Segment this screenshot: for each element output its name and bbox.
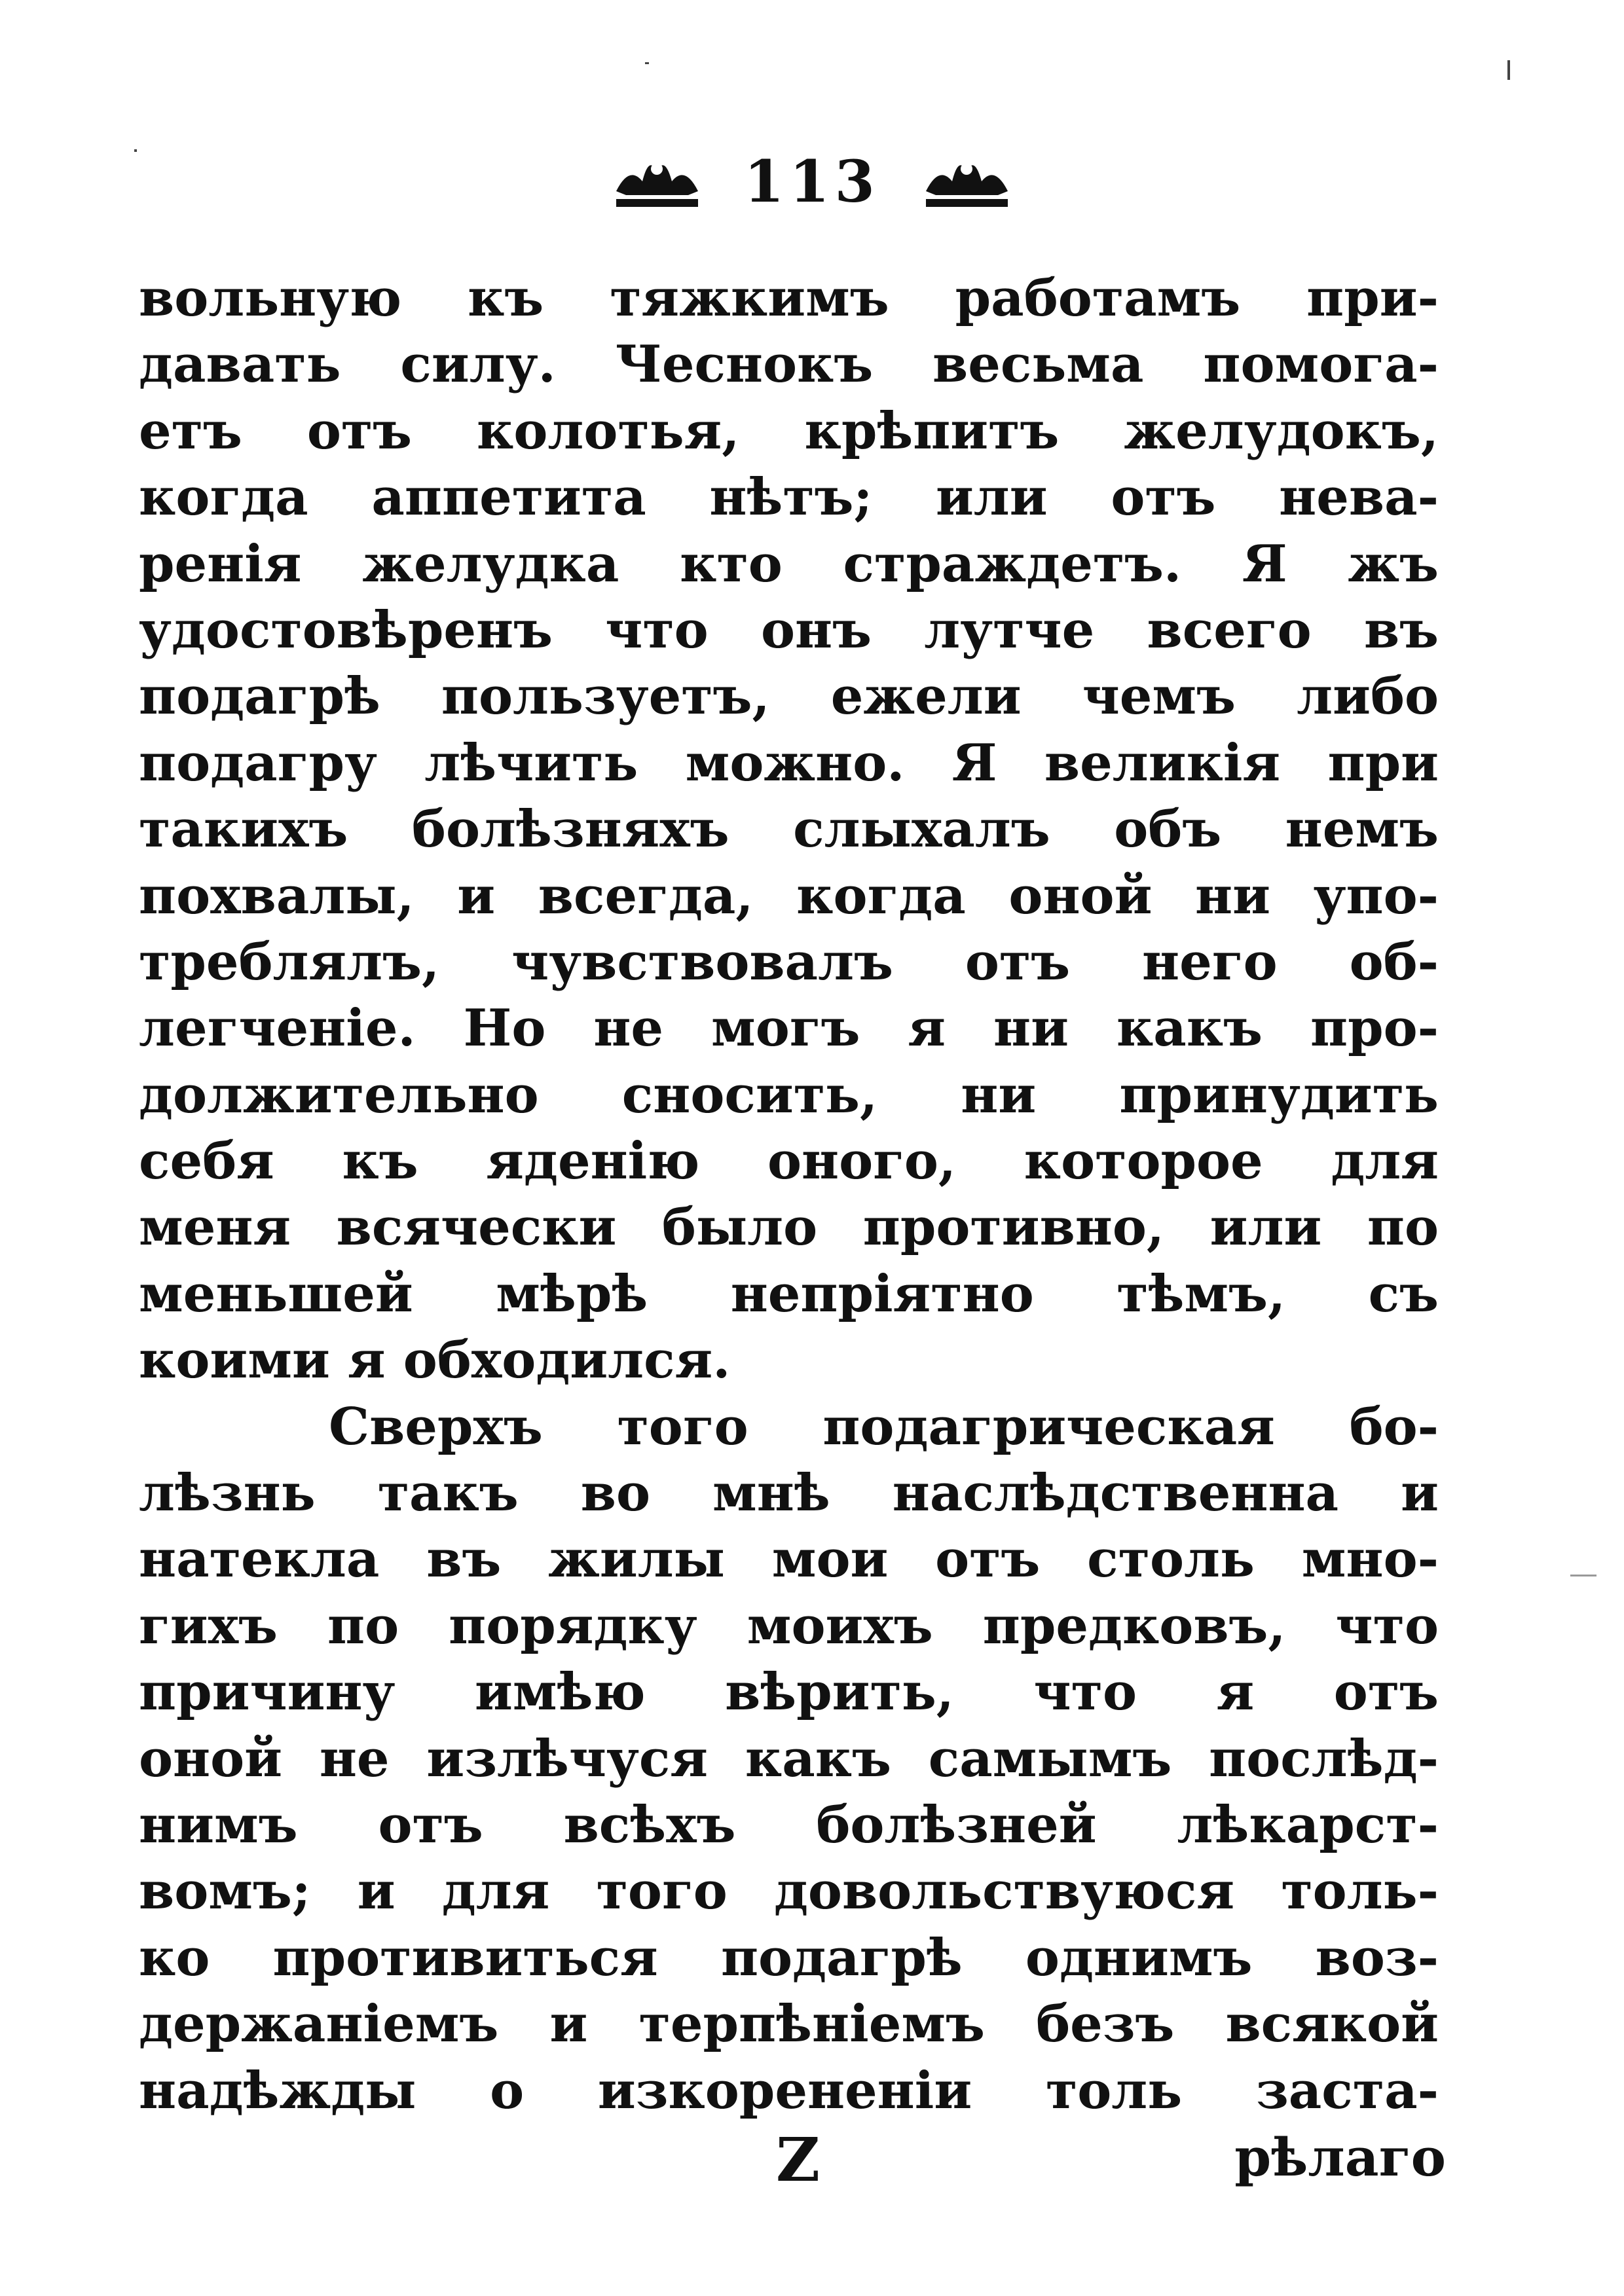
paragraph-end-line: коими я обходился. bbox=[139, 1330, 731, 1391]
text-line: похвалы, и всегда, когда оной ни упо- bbox=[139, 866, 1439, 926]
text-line: себя къ яденію оного, которое для bbox=[139, 1131, 1439, 1192]
text-line: такихъ болѣзняхъ слыхалъ объ немъ bbox=[139, 799, 1439, 860]
text-line: меньшей мѣрѣ непріятно тѣмъ, съ bbox=[139, 1264, 1439, 1324]
page-header bbox=[0, 147, 1624, 215]
catchword: рѣлаго bbox=[1234, 2126, 1446, 2188]
page-number: 113 bbox=[744, 147, 880, 215]
text-line: треблялъ, чувствовалъ отъ него об- bbox=[139, 932, 1439, 992]
text-line: давать силу. Чеснокъ весьма помога- bbox=[139, 335, 1439, 395]
text-line: легченіе. Но не могъ я ни какъ про- bbox=[139, 998, 1439, 1059]
paragraph-start-line: Сверхъ того подагрическая бо- bbox=[329, 1396, 1439, 1457]
text-line: оной не излѣчуся какъ самымъ послѣд- bbox=[139, 1728, 1439, 1789]
crown-ornament-left-icon bbox=[610, 152, 705, 211]
text-line: нимъ отъ всѣхъ болѣзней лѣкарст- bbox=[139, 1795, 1439, 1855]
text-line: вомъ; и для того довольствуюся толь- bbox=[139, 1861, 1439, 1922]
scan-speck bbox=[645, 62, 649, 64]
scan-speck bbox=[1507, 60, 1510, 80]
text-line: должительно сносить, ни принудить bbox=[139, 1065, 1439, 1125]
text-line: натекла въ жилы мои отъ столь мно- bbox=[139, 1529, 1439, 1590]
text-line: подагрѣ пользуетъ, ежели чемъ либо bbox=[139, 666, 1439, 727]
text-line: удостовѣренъ что онъ лутче всего въ bbox=[139, 600, 1439, 660]
text-line: когда аппетита нѣтъ; или отъ нева- bbox=[139, 467, 1439, 528]
text-line: меня всячески было противно, или по bbox=[139, 1197, 1439, 1258]
text-line: лѣзнь такъ во мнѣ наслѣдственна и bbox=[139, 1463, 1439, 1523]
body-text bbox=[139, 265, 1439, 2124]
text-line: надѣжды о изкорененіи толь заста- bbox=[139, 2060, 1439, 2121]
text-line: держаніемъ и терпѣніемъ безъ всякой bbox=[139, 1994, 1439, 2054]
text-line: ко противиться подагрѣ однимъ воз- bbox=[139, 1927, 1439, 1988]
text-line: етъ отъ колотья, крѣпитъ желудокъ, bbox=[139, 401, 1439, 461]
text-line: ренія желудка кто страждетъ. Я жъ bbox=[139, 534, 1439, 594]
scan-speck bbox=[134, 149, 137, 152]
text-line: причину имѣю вѣрить, что я отъ bbox=[139, 1662, 1439, 1722]
text-line: гихъ по порядку моихъ предковъ, что bbox=[139, 1595, 1439, 1656]
signature-mark: Z bbox=[776, 2124, 821, 2195]
scan-speck bbox=[1570, 1575, 1596, 1576]
text-line: вольную къ тяжкимъ работамъ при- bbox=[139, 268, 1439, 328]
text-line: подагру лѣчить можно. Я великія при bbox=[139, 733, 1439, 793]
crown-ornament-right-icon bbox=[919, 152, 1014, 211]
